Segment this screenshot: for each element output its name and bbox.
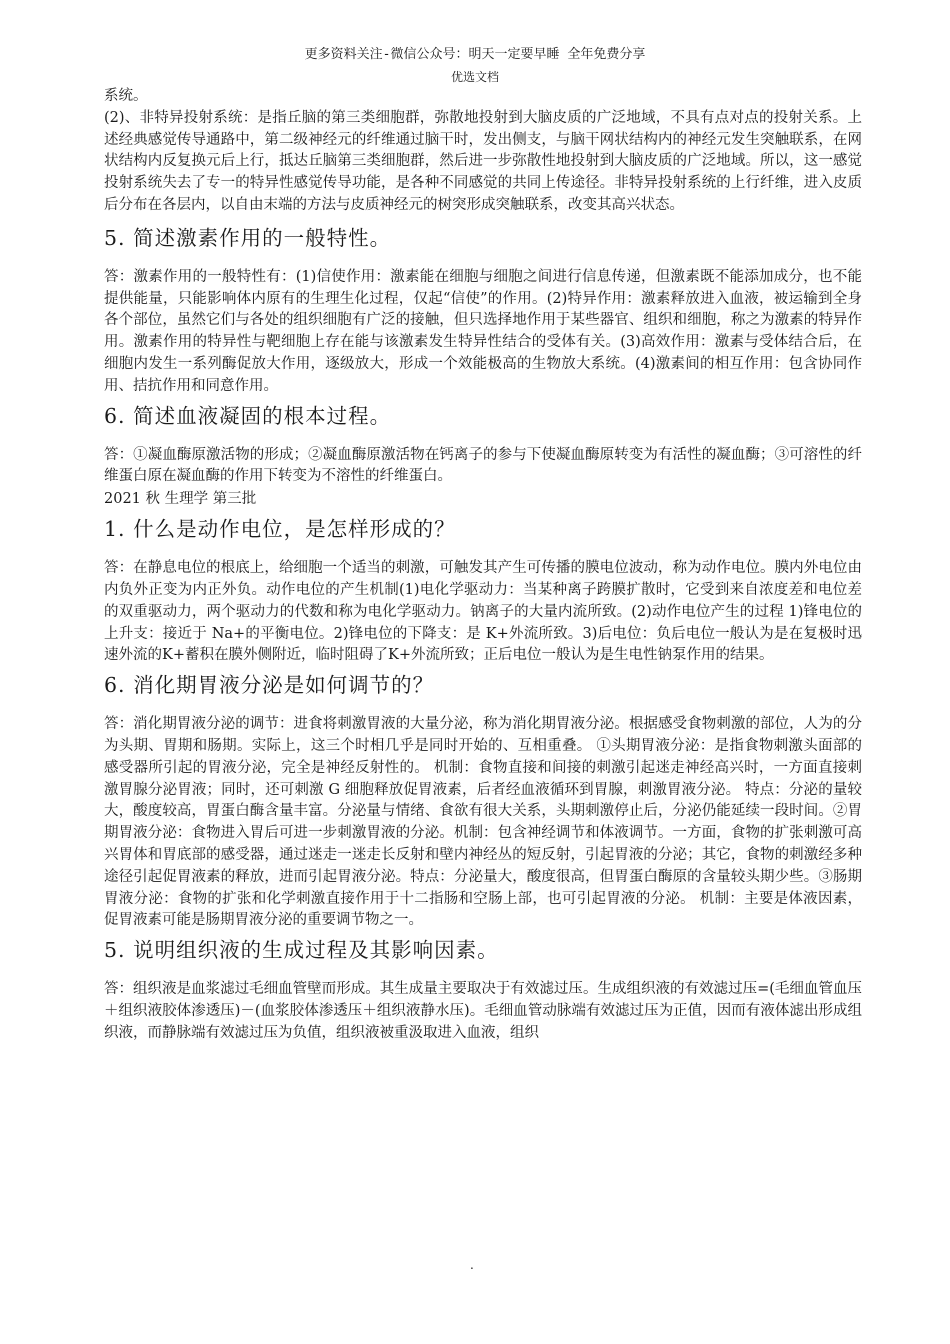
- question-heading-gastric-secretion: 6. 消化期胃液分泌是如何调节的？: [104, 673, 435, 698]
- answer-hormone: 答：激素作用的一般特性有：(1)信使作用：激素能在细胞与细胞之间进行信息传递，但激素既不能添加成分，也不能提供能量，只能影响体内原有的生理生化过程，仅起“信使”的作用。(2)特异作用：激素释放进入血液，被运输到全身各个部位，虽然它们与各处的组织细胞有广泛的接触，但只选择地作用于某些器官、组织和细胞，称之为激素的特异作用。激素作用的特异性与靶细胞上存在能与该激素发生特异性结合的受体有关。(3)高效作用：激素与受体结合后，在细胞内发生一系列酶促放大作用，逐级放大，形成一个效能极高的生物放大系统。(4)激素间的相互作用：包含协同作用、拮抗作用和同意作用。: [104, 268, 862, 394]
- page-subheader: 优选文档: [450, 70, 499, 84]
- question-heading-tissue-fluid: 5. 说明组织液的生成过程及其影响因素。: [104, 938, 499, 963]
- answer-tissue-fluid: 答：组织液是血浆滤过毛细血管壁而形成。其生成量主要取决于有效滤过压。生成组织液的有效滤过压=(毛细血管血压＋组织液胶体渗透压)－(血浆胶体渗透压＋组织液静水压)。毛细血管动脉端有效滤过压为正值，因而有液体滤出形成组织液，而静脉端有效滤过压为负值，组织液被重汲取进入血液，组织: [104, 981, 862, 1041]
- section-title: 2021 秋 生理学 第三批: [104, 491, 257, 508]
- answer-coagulation: 答：①凝血酶原激活物的形成；②凝血酶原激活物在钙离子的参与下使凝血酶原转变为有活性的凝血酶；③可溶性的纤维蛋白原在凝血酶的作用下转变为不溶性的纤维蛋白。: [104, 446, 862, 485]
- question-heading-action-potential: 1. 什么是动作电位，是怎样形成的？: [104, 517, 456, 542]
- document-body: [104, 86, 862, 1045]
- answer-action-potential: 答：在静息电位的根底上，给细胞一个适当的刺激，可触发其产生可传播的膜电位波动，称为动作电位。膜内外电位由内负外正变为内正外负。动作电位的产生机制(1)电化学驱动力：当某种离子跨膜扩散时，它受到来自浓度差和电位差的双重驱动力，两个驱动力的代数和称为电化学驱动力。钠离子的大量内流所致。(2)动作电位产生的过程 1)锋电位的上升支：接近于 Na+的平衡电位。2)锋电位的下降支：是 K+外流所致。3)后电位：负后电位一般认为是在复极时迅速外流的K+蓄积在膜外侧附近，临时阻碍了K+外流所致；正后电位一般认为是生电性钠泵作用的结果。: [104, 560, 862, 664]
- answer-gastric-secretion: 答：消化期胃液分泌的调节：进食将刺激胃液的大量分泌，称为消化期胃液分泌。根据感受食物刺激的部位，人为的分为头期、胃期和肠期。实际上，这三个时相几乎是同时开始的、互相重叠。 ①头期胃液分泌：是指食物刺激头面部的感受器所引起的胃液分泌，完全是神经反射性的。 机制：食物直接和间接的刺激引起迷走神经高兴时，一方面直接刺激胃腺分泌胃液；同时，还可刺激 G 细胞释放促胃液素，后者经血液循环到胃腺，刺激胃液分泌。 特点：分泌的量较大，酸度较高，胃蛋白酶含量丰富。分泌量与情绪、食欲有很大关系，头期刺激停止后，分泌仍能延续一段时间。②胃期胃液分泌：食物进入胃后可进一步刺激胃液的分泌。机制：包含神经调节和体液调节。一方面，食物的扩张刺激可高兴胃体和胃底部的感受器，通过迷走一迷走长反射和壁内神经丛的短反射，引起胃液的分泌；其它，食物的刺激经多种途径引起促胃液素的释放，进而引起胃液分泌。特点：分泌量大，酸度很高，但胃蛋白酶原的含量较头期少些。③肠期胃液分泌：食物的扩张和化学刺激直接作用于十二指肠和空肠上部，也可引起胃液的分泌。 机制：主要是体液因素，促胃液素可能是肠期胃液分泌的重要调节物之一。: [104, 716, 862, 929]
- paragraph-nonspecific-projection: (2)、非特异投射系统：是指丘脑的第三类细胞群，弥散地投射到大脑皮质的广泛地域，不具有点对点的投射关系。上述经典感觉传导通路中，第二级神经元的纤维通过脑干时，发出侧支，与脑干网状结构内的神经元发生突触联系，在网状结构内反复换元后上行，抵达丘脑第三类细胞群，然后进一步弥散性地投射到大脑皮质的广泛地域。所以，这一感觉投射系统失去了专一的特异性感觉传导功能，是各种不同感觉的共同上传途径。非特异投射系统的上行纤维，进入皮质后分布在各层内，以自由末端的方法与皮质神经元的树突形成突触联系，改变其高兴状态。: [104, 109, 862, 213]
- question-heading-hormone: 5. 简述激素作用的一般特性。: [104, 225, 392, 250]
- question-heading-coagulation: 6. 简述血液凝固的根本过程。: [104, 403, 392, 428]
- page-footer-mark: .: [470, 1258, 474, 1272]
- page-header: 更多资料关注-微信公众号：明天一定要早睡 全年免费分享: [304, 47, 646, 62]
- paragraph-continued: 系统。: [104, 88, 148, 104]
